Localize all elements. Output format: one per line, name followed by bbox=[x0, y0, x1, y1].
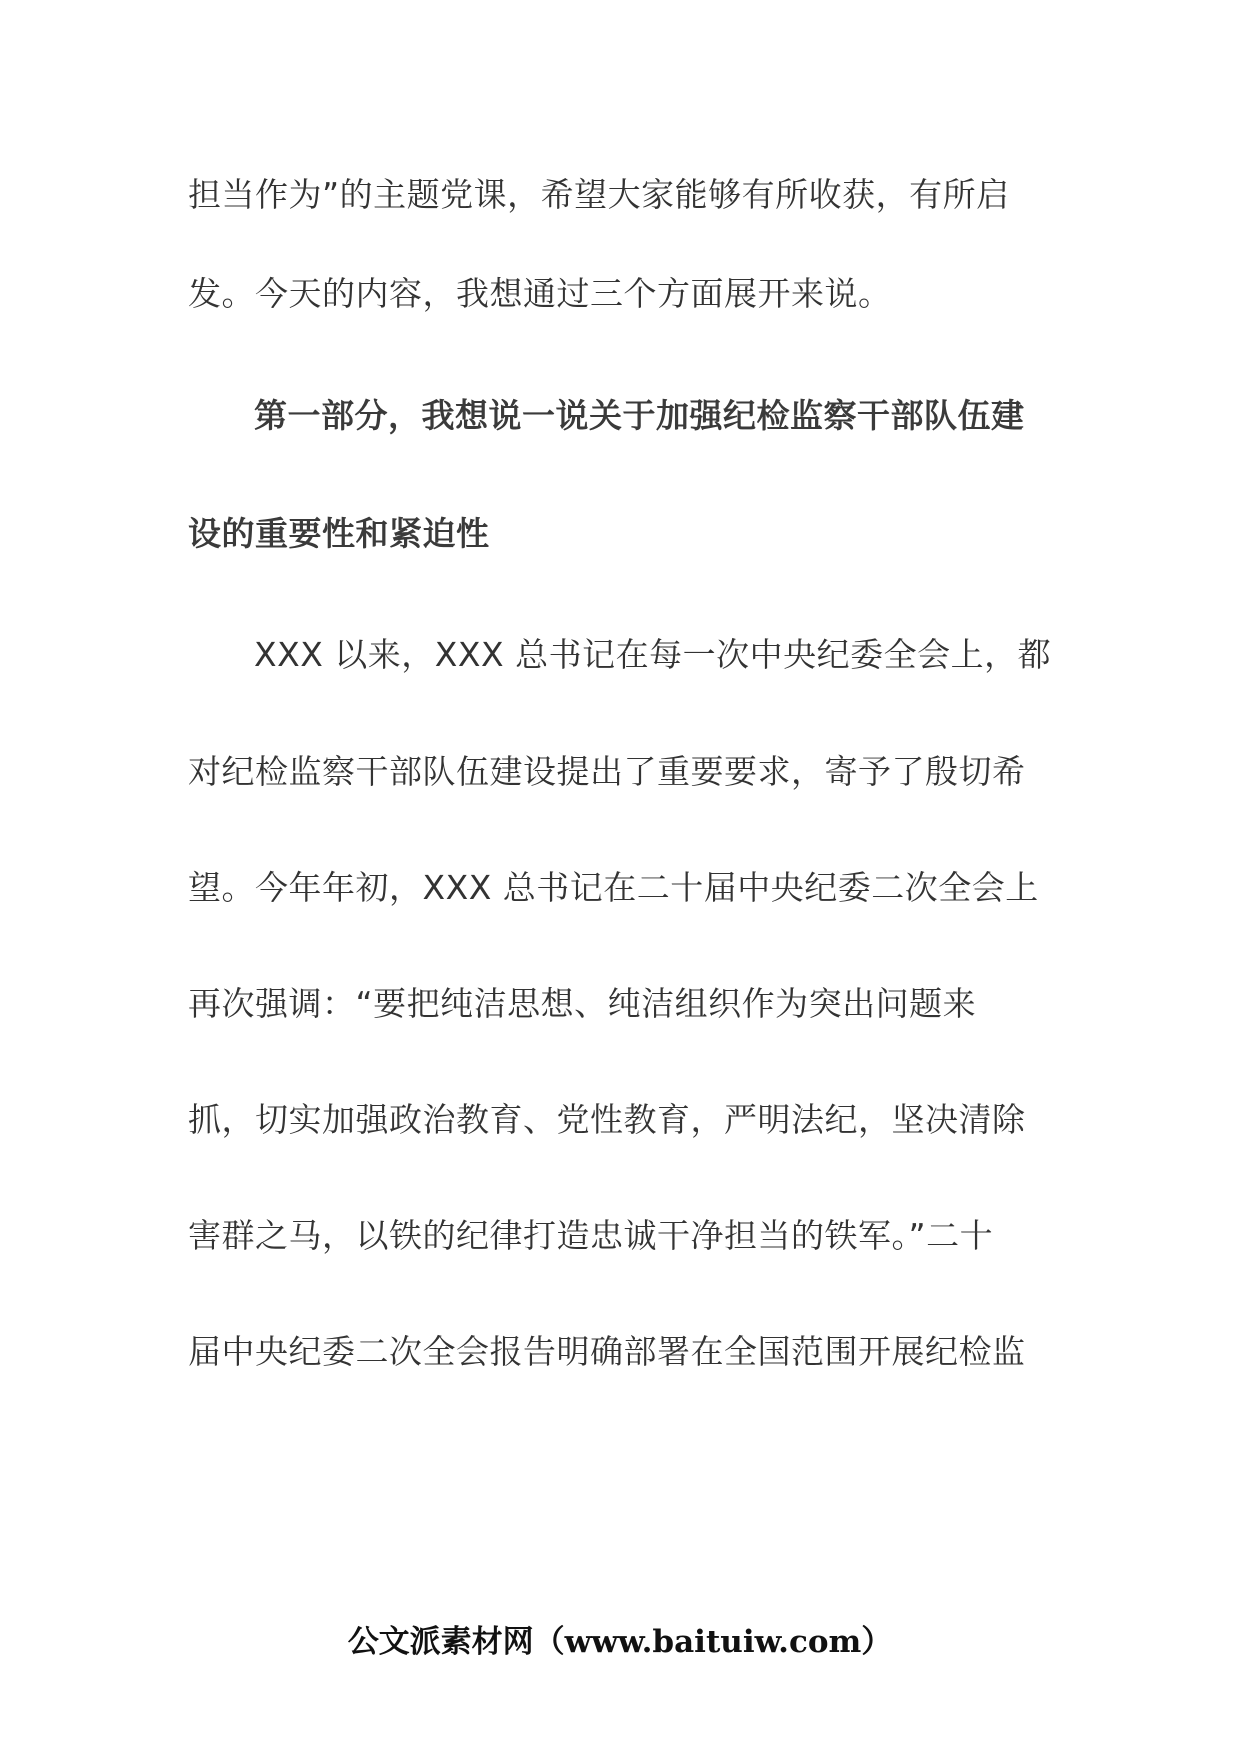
section-heading-line: 设的重要性和紧迫性 bbox=[188, 514, 490, 553]
section-heading-line: 第一部分，我想说一说关于加强纪检监察干部队伍建 bbox=[254, 396, 1025, 435]
body-text-line: 望。今年年初，XXX 总书记在二十届中央纪委二次全会上 bbox=[188, 868, 1039, 907]
page-footer: 公文派素材网（www.baituiw.com） bbox=[347, 1624, 893, 1660]
body-text-line: 害群之马，以铁的纪律打造忠诚干净担当的铁军。”二十 bbox=[188, 1216, 994, 1255]
body-text-line: 对纪检监察干部队伍建设提出了重要要求，寄予了殷切希 bbox=[188, 752, 1026, 791]
body-text-line: 抓，切实加强政治教育、党性教育，严明法纪，坚决清除 bbox=[188, 1100, 1026, 1139]
body-text-line: 担当作为”的主题党课，希望大家能够有所收获，有所启 bbox=[188, 175, 1010, 214]
body-text-line: 发。今天的内容，我想通过三个方面展开来说。 bbox=[188, 274, 892, 313]
body-text-line: XXX 以来，XXX 总书记在每一次中央纪委全会上，都 bbox=[254, 635, 1052, 674]
body-text-line: 届中央纪委二次全会报告明确部署在全国范围开展纪检监 bbox=[188, 1332, 1026, 1371]
body-text-line: 再次强调：“要把纯洁思想、纯洁组织作为突出问题来 bbox=[188, 984, 977, 1023]
